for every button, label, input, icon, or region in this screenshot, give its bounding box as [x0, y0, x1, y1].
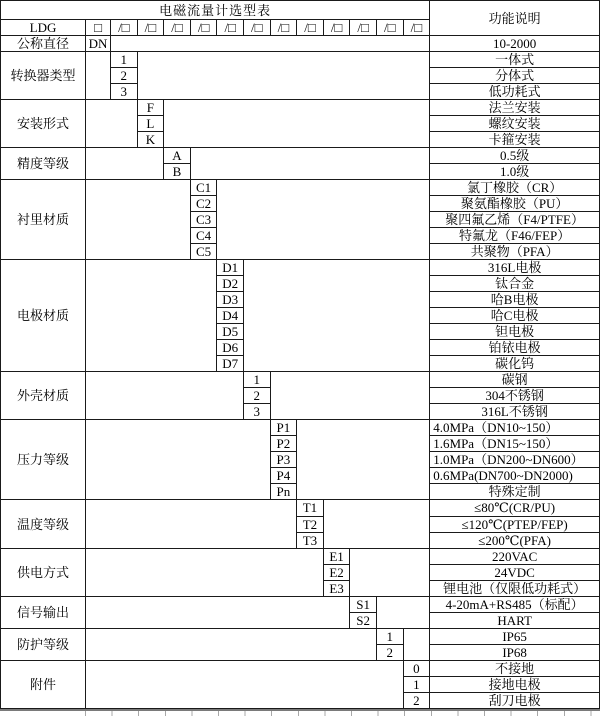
category-label-signal-output: 信号输出 — [1, 596, 86, 628]
category-label-accessories: 附件 — [1, 660, 86, 708]
electrode-material-code-D6: D6 — [217, 340, 244, 356]
model-code-box-slash: /□ — [164, 20, 191, 36]
installation-type-code-K: K — [137, 132, 164, 148]
model-code-box-slash: /□ — [297, 20, 324, 36]
liner-material-description: 聚氨酯橡胶（PU） — [430, 196, 600, 212]
empty-spacer-left — [86, 148, 164, 180]
empty-spacer-left — [86, 596, 350, 628]
table-title: 电磁流量计选型表 — [1, 1, 430, 20]
empty-spacer-left — [86, 180, 191, 260]
empty-spacer-right — [323, 500, 430, 548]
column-tick-marks — [85, 711, 600, 716]
empty-spacer-left — [86, 500, 297, 548]
pressure-rating-description: 特殊定制 — [430, 484, 600, 500]
model-code-box-slash: /□ — [350, 20, 377, 36]
pressure-rating-row — [1, 420, 600, 436]
power-supply-description: 220VAC — [430, 548, 600, 564]
model-code-box-slash: /□ — [243, 20, 270, 36]
category-label-pressure-rating: 压力等级 — [1, 420, 86, 500]
liner-material-code-C2: C2 — [190, 196, 217, 212]
accessories-code-1: 1 — [403, 676, 430, 692]
converter-type-row — [1, 52, 600, 68]
bottom-tick-strip — [0, 709, 600, 716]
signal-output-code-S1: S1 — [350, 596, 377, 612]
signal-output-description: 4-20mA+RS485（标配） — [430, 596, 600, 612]
category-label-temperature-rating: 温度等级 — [1, 500, 86, 548]
signal-output-description: HART — [430, 612, 600, 628]
power-supply-code-E3: E3 — [323, 580, 350, 596]
empty-spacer-left — [86, 372, 244, 420]
electrode-material-description: 钛合金 — [430, 276, 600, 292]
empty-spacer-left — [86, 660, 404, 708]
liner-material-code-C1: C1 — [190, 180, 217, 196]
pressure-rating-code-P3: P3 — [270, 452, 297, 468]
category-label-accuracy-class: 精度等级 — [1, 148, 86, 180]
electrode-material-code-D4: D4 — [217, 308, 244, 324]
accessories-description: 不接地 — [430, 660, 600, 676]
installation-type-description: 法兰安装 — [430, 100, 600, 116]
housing-material-code-3: 3 — [243, 404, 270, 420]
accuracy-class-row — [1, 148, 600, 164]
installation-type-code-L: L — [137, 116, 164, 132]
housing-material-row — [1, 372, 600, 388]
model-code-box-slash: /□ — [217, 20, 244, 36]
empty-spacer-left — [86, 548, 324, 596]
empty-spacer-left — [86, 100, 138, 148]
pressure-rating-code-P1: P1 — [270, 420, 297, 436]
model-code-box-slash: /□ — [323, 20, 350, 36]
electrode-material-description: 钽电极 — [430, 324, 600, 340]
protection-rating-code-1: 1 — [376, 628, 403, 644]
empty-spacer-right — [350, 548, 430, 596]
temperature-rating-description: ≤200℃(PFA) — [430, 532, 600, 548]
liner-material-code-C3: C3 — [190, 212, 217, 228]
model-code-box-slash: /□ — [190, 20, 217, 36]
empty-spacer-left — [86, 52, 111, 100]
model-code-box-slash: /□ — [111, 20, 138, 36]
accuracy-class-description: 0.5级 — [430, 148, 600, 164]
power-supply-description: 锂电池（仅限低功耗式） — [430, 580, 600, 596]
liner-material-row — [1, 180, 600, 196]
liner-material-description: 氯丁橡胶（CR） — [430, 180, 600, 196]
converter-type-description: 低功耗式 — [430, 84, 600, 100]
housing-material-code-2: 2 — [243, 388, 270, 404]
housing-material-description: 碳钢 — [430, 372, 600, 388]
protection-rating-description: IP68 — [430, 644, 600, 660]
electrode-material-description: 铂铱电极 — [430, 340, 600, 356]
category-label-housing-material: 外壳材质 — [1, 372, 86, 420]
model-code-box-slash: /□ — [270, 20, 297, 36]
converter-type-code-2: 2 — [111, 68, 138, 84]
empty-spacer-right — [137, 52, 430, 100]
temperature-rating-description: ≤120℃(PTEP/FEP) — [430, 516, 600, 532]
temperature-rating-row — [1, 500, 600, 516]
liner-material-description: 聚四氟乙烯（F4/PTFE） — [430, 212, 600, 228]
empty-spacer-right — [297, 420, 430, 500]
pressure-rating-code-P4: P4 — [270, 468, 297, 484]
power-supply-code-E2: E2 — [323, 564, 350, 580]
category-label-power-supply: 供电方式 — [1, 548, 86, 596]
installation-type-code-F: F — [137, 100, 164, 116]
electrode-material-description: 316L电极 — [430, 260, 600, 276]
category-label-nominal-diameter: 公称直径 — [1, 36, 86, 52]
empty-spacer-right — [376, 596, 429, 628]
function-column-header: 功能说明 — [430, 1, 600, 36]
electrode-material-code-D2: D2 — [217, 276, 244, 292]
accuracy-class-code-A: A — [164, 148, 191, 164]
signal-output-row — [1, 596, 600, 612]
empty-spacer-right — [190, 148, 429, 180]
model-code-box-first: □ — [86, 20, 111, 36]
installation-type-description: 螺纹安装 — [430, 116, 600, 132]
electrode-material-code-D5: D5 — [217, 324, 244, 340]
electrode-material-description: 碳化钨 — [430, 356, 600, 372]
pressure-rating-code-P2: P2 — [270, 436, 297, 452]
model-code-box-slash: /□ — [137, 20, 164, 36]
temperature-rating-description: ≤80℃(CR/PU) — [430, 500, 600, 516]
nominal-diameter-code-DN: DN — [86, 36, 111, 52]
power-supply-row — [1, 548, 600, 564]
accessories-description: 接地电极 — [430, 676, 600, 692]
liner-material-description: 共聚物（PFA） — [430, 244, 600, 260]
category-label-installation-type: 安装形式 — [1, 100, 86, 148]
temperature-rating-code-T2: T2 — [297, 516, 324, 532]
protection-rating-code-2: 2 — [376, 644, 403, 660]
electrode-material-row — [1, 260, 600, 276]
housing-material-code-1: 1 — [243, 372, 270, 388]
accessories-row — [1, 660, 600, 676]
converter-type-code-3: 3 — [111, 84, 138, 100]
signal-output-code-S2: S2 — [350, 612, 377, 628]
housing-material-description: 304不锈钢 — [430, 388, 600, 404]
empty-spacer-right — [217, 180, 430, 260]
empty-spacer-right — [270, 372, 430, 420]
pressure-rating-description: 1.6MPa（DN15~150） — [430, 436, 600, 452]
accuracy-class-code-B: B — [164, 164, 191, 180]
pressure-rating-code-Pn: Pn — [270, 484, 297, 500]
empty-spacer-right — [164, 100, 430, 148]
liner-material-code-C4: C4 — [190, 228, 217, 244]
model-code-box-slash: /□ — [376, 20, 403, 36]
pressure-rating-description: 4.0MPa（DN10~150） — [430, 420, 600, 436]
accessories-code-0: 0 — [403, 660, 430, 676]
empty-spacer-left — [86, 420, 271, 500]
title-row — [1, 1, 600, 20]
liner-material-description: 特氟龙（F46/FEP） — [430, 228, 600, 244]
accessories-description: 刮刀电极 — [430, 692, 600, 708]
housing-material-description: 316L不锈钢 — [430, 404, 600, 420]
empty-spacer-left — [86, 628, 377, 660]
category-label-protection-rating: 防护等级 — [1, 628, 86, 660]
pressure-rating-description: 1.0MPa（DN200~DN600） — [430, 452, 600, 468]
accessories-code-2: 2 — [403, 692, 430, 708]
protection-rating-description: IP65 — [430, 628, 600, 644]
temperature-rating-code-T1: T1 — [297, 500, 324, 516]
electrode-material-code-D1: D1 — [217, 260, 244, 276]
power-supply-description: 24VDC — [430, 564, 600, 580]
electrode-material-code-D7: D7 — [217, 356, 244, 372]
category-label-liner-material: 衬里材质 — [1, 180, 86, 260]
model-code-prefix: LDG — [1, 20, 86, 36]
converter-type-description: 分体式 — [430, 68, 600, 84]
empty-spacer-right — [403, 628, 430, 660]
empty-spacer-right — [243, 260, 429, 372]
empty-spacer-right — [111, 36, 430, 52]
liner-material-code-C5: C5 — [190, 244, 217, 260]
electrode-material-description: 哈C电极 — [430, 308, 600, 324]
installation-type-row — [1, 100, 600, 116]
nominal-diameter-description: 10-2000 — [430, 36, 600, 52]
nominal-diameter-row — [1, 36, 600, 52]
category-label-converter-type: 转换器类型 — [1, 52, 86, 100]
electrode-material-code-D3: D3 — [217, 292, 244, 308]
temperature-rating-code-T3: T3 — [297, 532, 324, 548]
power-supply-code-E1: E1 — [323, 548, 350, 564]
category-label-electrode-material: 电极材质 — [1, 260, 86, 372]
pressure-rating-description: 0.6MPa(DN700~DN2000) — [430, 468, 600, 484]
model-code-box-slash: /□ — [403, 20, 430, 36]
protection-rating-row — [1, 628, 600, 644]
accuracy-class-description: 1.0级 — [430, 164, 600, 180]
empty-spacer-left — [86, 260, 217, 372]
installation-type-description: 卡箍安装 — [430, 132, 600, 148]
electrode-material-description: 哈B电极 — [430, 292, 600, 308]
converter-type-code-1: 1 — [111, 52, 138, 68]
converter-type-description: 一体式 — [430, 52, 600, 68]
